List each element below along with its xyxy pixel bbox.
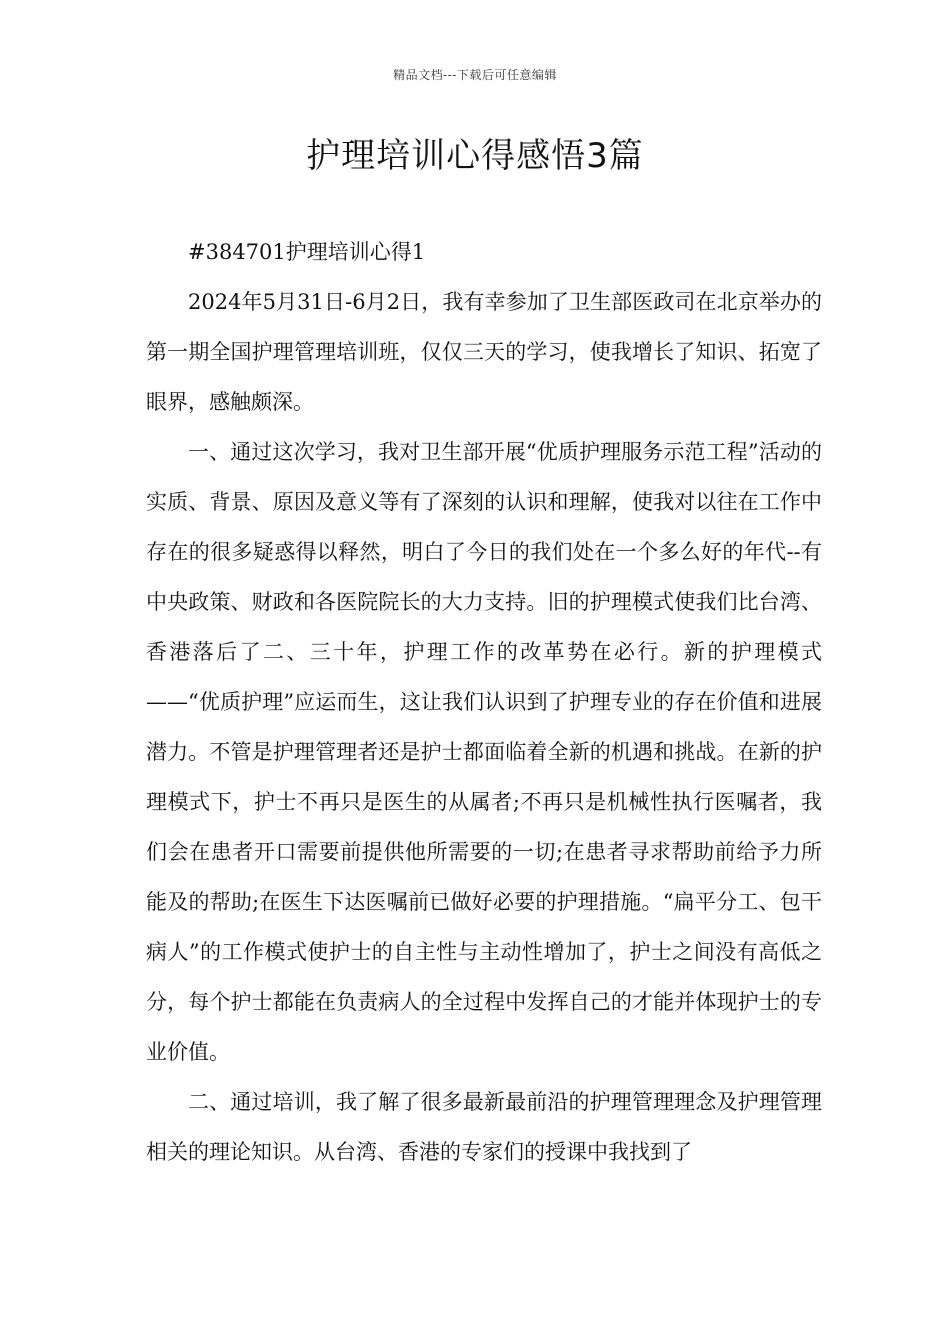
paragraph: 一、通过这次学习，我对卫生部开展“优质护理服务示范工程”活动的实质、背景、原因及意义等有了深刻的认识和理解，使我对以往在工作中存在的很多疑惑得以释然，明白了今日的我们处在一个多么好的年代--有中央政策、财政和各医院院长的大力支持。旧的护理模式使我们比台湾、香港落后了二、三十年，护理工作的改革势在必行。新的护理模式——“优质护理”应运而生，这让我们认识到了护理专业的存在价值和进展潜力。不管是护理管理者还是护士都面临着全新的机遇和挑战。在新的护理模式下，护士不再只是医生的从属者;不再只是机械性执行医嘱者，我们会在患者开口需要前提供他所需要的一切;在患者寻求帮助前给予力所能及的帮助;在医生下达医嘱前已做好必要的护理措施。“扁平分工、包干病人”的工作模式使护士的自主性与主动性增加了，护士之间没有高低之分，每个护士都能在负责病人的全过程中发挥自己的才能并体现护士的专业价值。: [146, 440, 822, 1064]
paragraph: 2024年5月31日-6月2日，我有幸参加了卫生部医政司在北京举办的第一期全国护理管理培训班，仅仅三天的学习，使我增长了知识、拓宽了眼界，感触颇深。: [146, 290, 822, 414]
document-title: 护理培训心得感悟3篇: [306, 136, 644, 176]
paragraph: 二、通过培训，我了解了很多最新最前沿的护理管理理念及护理管理相关的理论知识。从台湾、香港的专家们的授课中我找到了: [146, 1090, 822, 1164]
document-body: [146, 227, 822, 1177]
section-subheading: #384701护理培训心得1: [188, 240, 426, 264]
header-note: 精品文档---下载后可任意编辑: [393, 68, 557, 82]
